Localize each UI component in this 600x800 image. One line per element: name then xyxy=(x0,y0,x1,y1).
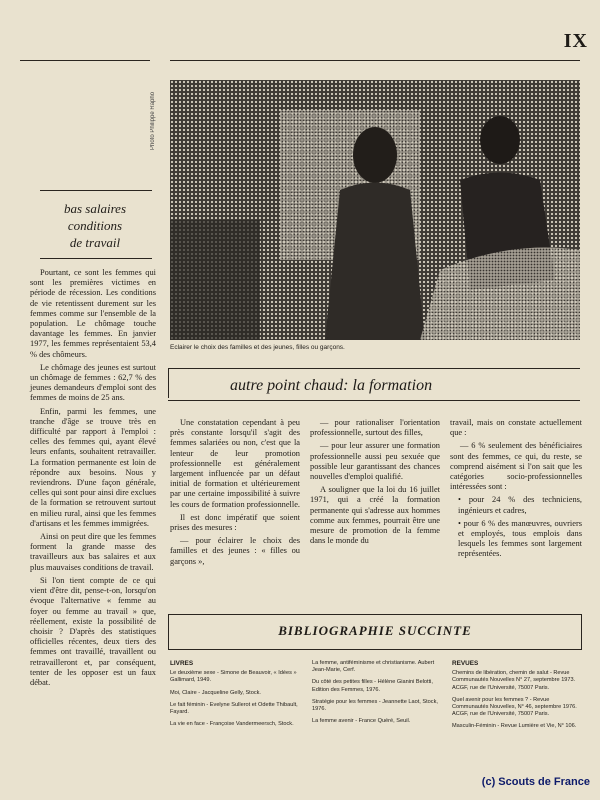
photo-caption: Eclairer le choix des familles et des jeunes, filles ou garçons. xyxy=(170,344,345,351)
photo-credit: Photo Philippe Rapho xyxy=(150,91,156,150)
paragraph: Il est donc impératif que soient prises des mesures : xyxy=(170,512,300,533)
formation-rule-bottom xyxy=(168,400,580,401)
bibliography-title: BIBLIOGRAPHIE SUCCINTE xyxy=(278,623,472,638)
left-heading xyxy=(40,200,150,251)
paragraph: — pour leur assurer une formation professionnelle aussi peu sexuée que possible leur garantissant des chances nouvelles d'emploi qualifié. xyxy=(310,441,440,482)
book-entry: Stratégie pour les femmes - Jeannette Laot, Stock, 1976. xyxy=(312,698,438,713)
revues-heading: REVUES xyxy=(452,660,479,667)
book-entry: Le fait féminin - Evelyne Sullerot et Odette Thibault, Fayard. xyxy=(170,701,298,716)
bibliography-livres xyxy=(170,660,302,733)
review-entry: Chemins de libération, chemin de salut - Revue Communautés Nouvelles N° 27, septembre 1973. ACGF, rue de l'Université, 75007 Paris. xyxy=(452,670,576,691)
paragraph: Le chômage des jeunes est surtout un chômage de femmes : 62,7 % des jeunes demandeurs d'emploi sont des femmes de moins de 25 ans. xyxy=(30,362,156,403)
paragraph: — 6 % seulement des bénéficiaires sont des femmes, ce qui, du reste, se comprend aisément si l'on sait que les catégories socio-professionnelles intéressées sont : xyxy=(450,441,582,492)
paragraph: travail, mais on constate actuellement que : xyxy=(450,418,582,438)
paragraph: A souligner que la loi du 16 juillet 1971, qui a créé la formation permanente qui s'adresse aux hommes comme aux femmes, pourrait être une mesure de promotion de la femme dans le monde du xyxy=(310,485,440,546)
photo xyxy=(170,80,580,340)
book-entry: Le deuxième sexe - Simone de Beauvoir, « Idées » Gallimard, 1949. xyxy=(170,670,297,684)
formation-rule-left xyxy=(168,368,169,398)
paragraph: — pour rationaliser l'orientation professionnelle, surtout des filles, xyxy=(310,418,440,438)
formation-column-3 xyxy=(450,418,582,563)
top-rule-right xyxy=(170,60,580,61)
page-number: IX xyxy=(563,30,588,52)
left-heading-line: conditions xyxy=(67,218,123,233)
left-heading-line: bas salaires xyxy=(64,201,126,216)
book-entry: Du côté des petites filles - Hélène Gianini Belotti, Edition des Femmes, 1976. xyxy=(312,679,433,693)
top-rule-left xyxy=(20,60,150,61)
photo-image xyxy=(170,80,580,340)
review-entry: Quel avenir pour les femmes ? - Revue Communautés Nouvelles, N° 46, septembre 1976. ACGF, rue de l'Université, 75007 Paris. xyxy=(452,696,577,718)
section-title: autre point chaud: la formation xyxy=(230,377,433,394)
bibliography-middle xyxy=(312,660,444,730)
paragraph: Si l'on tient compte de ce qui vient d'être dit, pense-t-on, lorsqu'on évoque l'alternative « femme au foyer ou femme au travail » que, réellement, existe la possibilité de choisir ? D'après des statistiques officielles récentes, deux tiers des femmes ont travaillé, travaillent ou retravailleront et, par conséquent, tenter de les opposer est un faux débat. xyxy=(30,575,156,687)
bullet-item: • pour 24 % des techniciens, ingénieurs et cadres, xyxy=(458,495,582,515)
bullet-item: • pour 6 % des manœuvres, ouvriers et employés, tous emplois dans lesquels les femmes sont largement représentées. xyxy=(458,518,582,559)
livres-heading: LIVRES xyxy=(170,660,194,667)
left-column xyxy=(30,268,156,691)
book-entry: La vie en face - Françoise Vandermeersch, Stock. xyxy=(170,721,294,728)
paragraph: Une constatation cependant à peu près constante lorsqu'il s'agit des femmes salariées ou non, c'est que la lenteur de leur promotion professionnelle est généralement largement influencée par un défaut initial de formation et ultérieurement par une certaine impossibilité à suivre les cours de formation professionnelle. xyxy=(170,418,301,509)
paragraph: — pour éclairer le choix des familles et des jeunes : « filles ou garçons », xyxy=(170,536,300,566)
formation-column-2 xyxy=(310,418,440,549)
book-entry: La femme, antiféminisme et christianisme. Aubert Jean-Marie, Cerf. xyxy=(312,660,435,674)
copyright-watermark: (c) Scouts de France xyxy=(481,776,590,788)
bibliography-revues xyxy=(452,660,580,736)
formation-rule xyxy=(168,368,580,369)
bibliography-header xyxy=(168,614,582,650)
book-entry: Moi, Claire - Jacqueline Gelly, Stock. xyxy=(170,689,261,696)
paragraph: Pourtant, ce sont les femmes qui sont les premières victimes en période de récession. Les conditions de vie retentissent durement sur les femmes comme sur l'ensemble de la population. Le chômage touche davantage les femmes. En janvier 1977, les femmes représentaient 53,4 % des chômeurs. xyxy=(30,268,156,359)
book-entry: La femme avenir - France Quéré, Seuil. xyxy=(312,718,411,725)
left-rule-2 xyxy=(40,258,152,259)
paragraph: Enfin, parmi les femmes, une tranche d'âge se trouve très en difficulté par rapport à l'emploi : celles des femmes qui, ayant élevé leurs enfants, souhaitent retravailler. La formation permanente est loin de répondre aux besoins. Nous y reviendrons. D'une façon générale, celles qui sont pour ainsi dire exclues de la formation se retrouvent surtout en milieu rural, ainsi que les femmes d'artisans et les femmes immigrées. xyxy=(30,406,156,528)
review-entry: Masculin-Féminin - Revue Lumière et Vie, N° 106. xyxy=(452,723,577,730)
formation-column-1 xyxy=(170,418,300,570)
left-heading-line: de travail xyxy=(69,235,121,250)
left-rule-1 xyxy=(40,190,152,191)
paragraph: Ainsi on peut dire que les femmes forment la grande masse des travailleurs aux bas salaires et aux plus mauvaises conditions de travail. xyxy=(30,532,156,572)
